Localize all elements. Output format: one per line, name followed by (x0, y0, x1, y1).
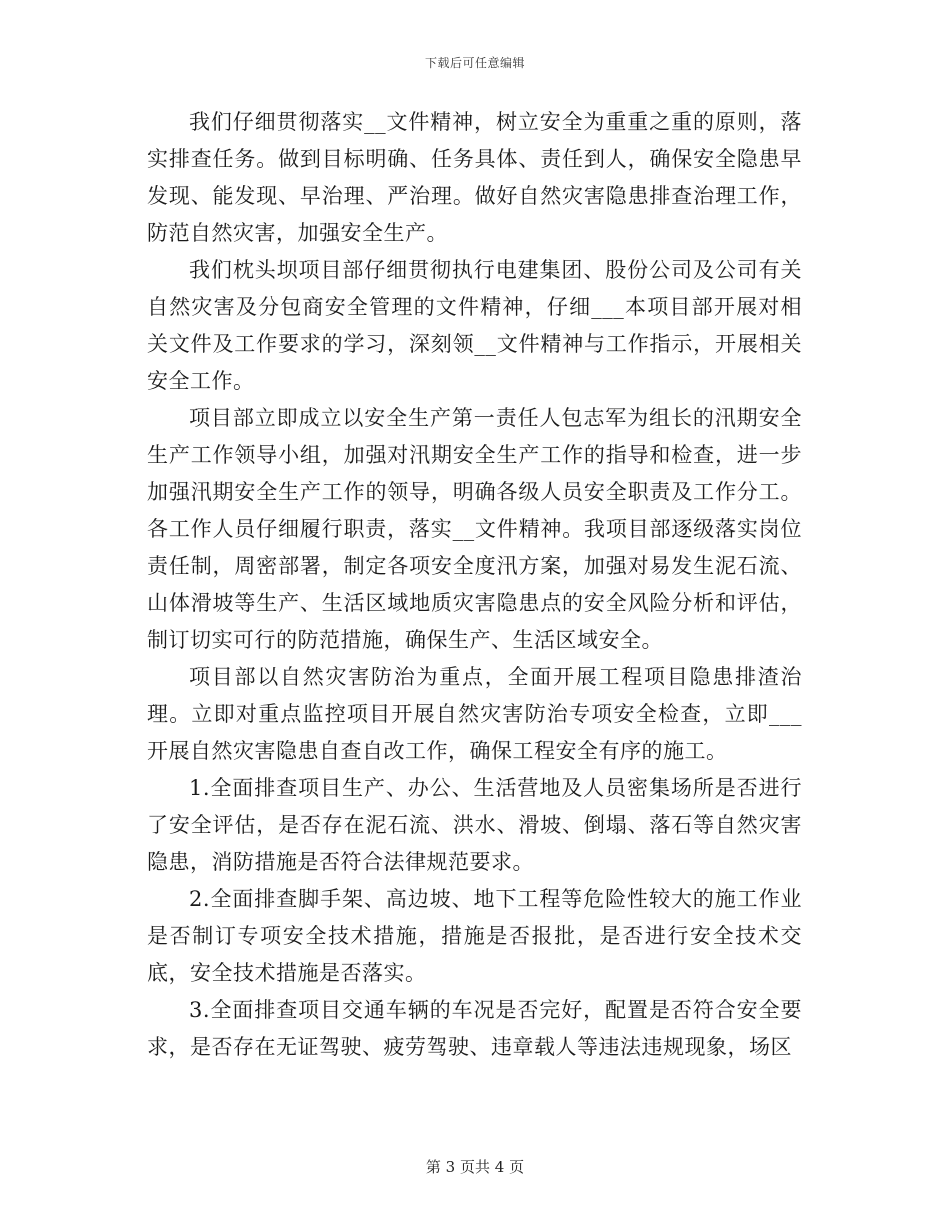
paragraph-4: 项目部以自然灾害防治为重点，全面开展工程项目隐患排渣治理。立即对重点监控项目开展自然灾害防治专项安全检查，立即___开展自然灾害隐患自查自改工作，确保工程安全有序的施工。 (147, 665, 802, 763)
paragraph-1: 我们仔细贯彻落实__文件精神，树立安全为重重之重的原则，落实排查任务。做到目标明确、任务具体、责任到人，确保安全隐患早发现、能发现、早治理、严治理。做好自然灾害隐患排查治理工作，防范自然灾害，加强安全生产。 (147, 110, 802, 245)
document-body (147, 104, 802, 1066)
list-item-1: 1.全面排查项目生产、办公、生活营地及人员密集场所是否进行了安全评估，是否存在泥石流、洪水、滑坡、倒塌、落石等自然灾害隐患，消防措施是否符合法律规范要求。 (147, 776, 802, 874)
list-item-2: 2.全面排查脚手架、高边坡、地下工程等危险性较大的施工作业是否制订专项安全技术措施，措施是否报批，是否进行安全技术交底，安全技术措施是否落实。 (147, 887, 802, 985)
list-item-3: 3.全面排查项目交通车辆的车况是否完好，配置是否符合安全要求，是否存在无证驾驶、疲劳驾驶、违章载人等违法违规现象，场区 (147, 998, 802, 1059)
page-number: 第 3 页共 4 页 (425, 1158, 525, 1176)
page-header-note: 下载后可任意编辑 (424, 56, 525, 70)
paragraph-3: 项目部立即成立以安全生产第一责任人包志军为组长的汛期安全生产工作领导小组，加强对汛期安全生产工作的指导和检查，进一步加强汛期安全生产工作的领导，明确各级人员安全职责及工作分工。各工作人员仔细履行职责，落实__文件精神。我项目部逐级落实岗位责任制，周密部署，制定各项安全度汛方案，加强对易发生泥石流、山体滑坡等生产、生活区域地质灾害隐患点的安全风险分析和评估，制订切实可行的防范措施，确保生产、生活区域安全。 (147, 406, 802, 652)
paragraph-2: 我们枕头坝项目部仔细贯彻执行电建集团、股份公司及公司有关自然灾害及分包商安全管理的文件精神，仔细___本项目部开展对相关文件及工作要求的学习，深刻领__文件精神与工作指示，开展相关安全工作。 (147, 258, 802, 393)
